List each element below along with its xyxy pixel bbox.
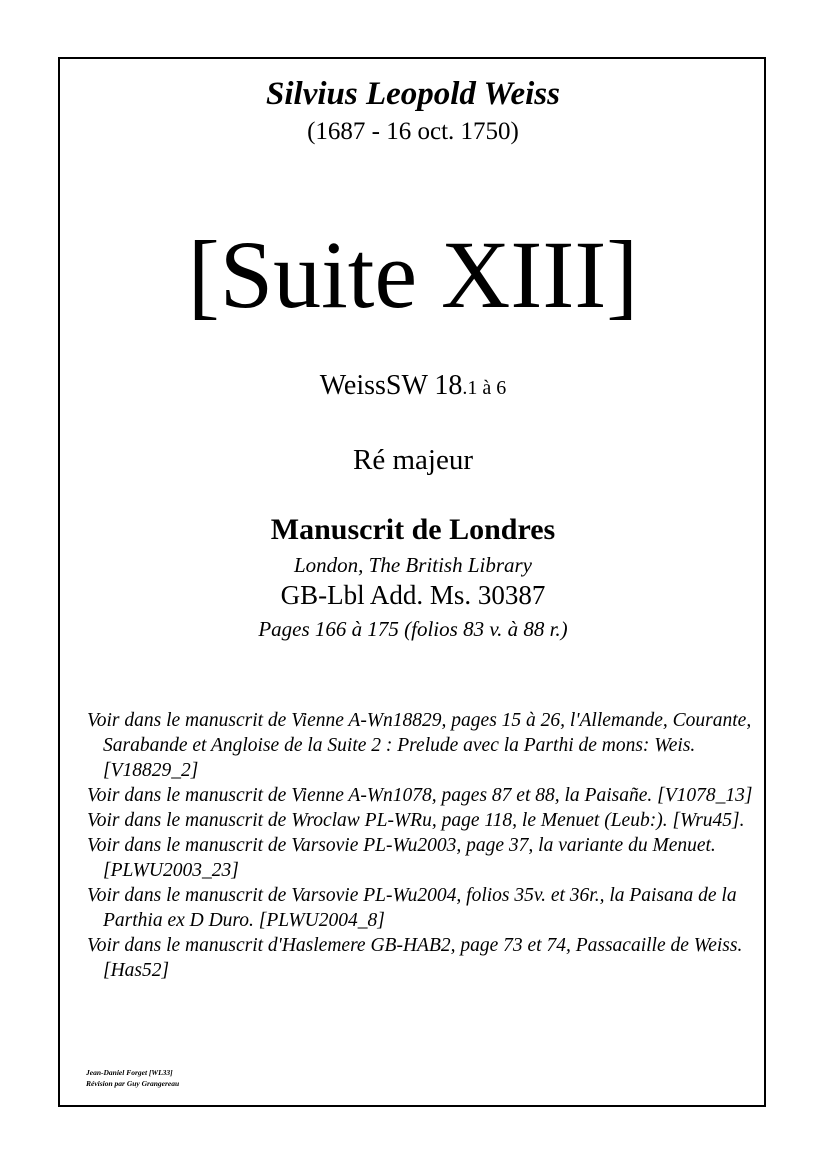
- manuscript-library: London, The British Library: [293, 553, 533, 577]
- work-title: [Suite XIII]: [187, 221, 639, 328]
- note-item: Voir dans le manuscrit de Wroclaw PL-WRu, page 118, le Menuet (Leub:). [Wru45].: [87, 810, 745, 831]
- note-item: Voir dans le manuscrit de Vienne A-Wn1078, pages 87 et 88, la Paisañe. [V1078_13]: [87, 785, 753, 806]
- credit-revision: Révision par Guy Grangereau: [86, 1079, 180, 1088]
- manuscript-shelfmark: GB-Lbl Add. Ms. 30387: [280, 580, 546, 610]
- concordance-notes: [87, 708, 759, 983]
- note-item: Voir dans le manuscrit de Varsovie PL-Wu2004, folios 35v. et 36r., la Paisana de la Parthia ex D Duro. [PLWU2004_8]: [87, 885, 737, 931]
- credit-author: Jean-Daniel Forget [WL33]: [86, 1068, 173, 1077]
- catalog-sub: .1 à 6: [462, 377, 507, 399]
- manuscript-title: Manuscrit de Londres: [270, 513, 556, 546]
- note-item: Voir dans le manuscrit d'Haslemere GB-HAB2, page 73 et 74, Passacaille de Weiss. [Has52]: [87, 935, 743, 981]
- manuscript-pages: Pages 166 à 175 (folios 83 v. à 88 r.): [258, 617, 568, 641]
- catalog-number: [0, 370, 826, 402]
- catalog-main: WeissSW 18: [319, 370, 463, 401]
- key-signature: Ré majeur: [353, 444, 473, 476]
- note-item: Voir dans le manuscrit de Vienne A-Wn18829, pages 15 à 26, l'Allemande, Courante, Sarabande et Angloise de la Suite 2 : Prelude avec la Parthi de mons: Weis. [V18829_2]: [87, 710, 752, 781]
- note-item: Voir dans le manuscrit de Varsovie PL-Wu2003, page 37, la variante du Menuet. [PLWU2003_23]: [87, 835, 716, 881]
- composer-dates: (1687 - 16 oct. 1750): [307, 118, 519, 145]
- credits: [86, 1067, 179, 1089]
- composer-name: Silvius Leopold Weiss: [266, 76, 560, 112]
